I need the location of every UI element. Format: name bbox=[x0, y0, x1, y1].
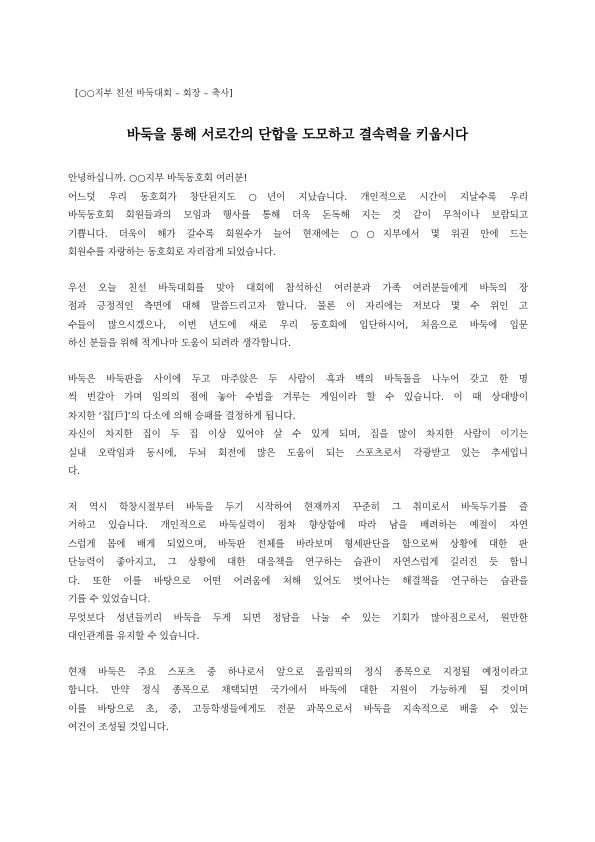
text-line: 하신 분들을 위해 적게나마 도움이 되려라 생각합니다. bbox=[68, 338, 292, 349]
paragraph bbox=[68, 280, 528, 354]
text-line: 저 역시 학창시절부터 바둑을 두기 시작하여 현재까지 꾸준히 그 취미로서 바둑두기를 즐 bbox=[68, 501, 528, 513]
text-line: 이를 바탕으로 초, 중, 고등학생들에게도 전문 과목으로서 바둑을 지속적으로 배울 수 있는 bbox=[68, 703, 528, 715]
text-line: 스럽게 몸에 배게 되었으며, 바둑판 전체를 바라보며 형세판단을 함으로써 상황에 대한 판 bbox=[68, 538, 528, 550]
paragraph bbox=[68, 664, 528, 738]
text-line: 자신이 차지한 집이 두 집 이상 있어야 살 수 있게 되며, 집을 많이 차지한 사람이 이기는 bbox=[68, 429, 528, 440]
text-line: 무엇보다 성년들끼리 바둑을 두게 되면 정담을 나눌 수 있는 기회가 많아짐으로서, 원만한 bbox=[68, 612, 528, 624]
text-line: 수들이 많으시겠으나, 이번 년도에 새로 우리 동호회에 입단하시어, 처음으로 바둑에 입문 bbox=[68, 319, 528, 331]
text-line: 실내 오락임과 동시에, 두뇌 회전에 많은 도움이 되는 스포츠로서 각광받고 있는 추세입니 bbox=[68, 447, 528, 459]
text-line: 단능력이 좋아지고, 그 상황에 대한 대응책을 연구하는 습관이 자연스럽게 길러진 듯 합니 bbox=[68, 557, 528, 568]
text-line: 거하고 있습니다. 개인적으로 바둑실력이 점차 향상함에 따라 남을 배려하는 예절이 자연 bbox=[68, 520, 528, 531]
text-line: 합니다. 만약 정식 종목으로 채택되면 국가에서 바둑에 대한 지원이 가능하게 될 것이며 bbox=[68, 685, 528, 696]
text-line: 안녕하십니까. ○○지부 바둑동호회 여러분! bbox=[68, 173, 248, 184]
text-line: 점과 긍정적인 측면에 대해 말씀드리고자 합니다. 물론 이 자리에는 저보다 몇 수 위인 고 bbox=[68, 301, 528, 312]
text-line: 다. bbox=[68, 466, 81, 477]
document-header-tag: [○○지부 친선 바둑대회 – 회장 – 축사] bbox=[75, 89, 234, 99]
text-line: 어느덧 우리 동호회가 창단된지도 ○년이 지났습니다. 개인적으로 시간이 지날수록 우리 bbox=[68, 191, 528, 203]
text-line: 여건이 조성될 것입니다. bbox=[68, 722, 169, 733]
text-line: 차지한 ‘집[戶]’의 다소에 의해 승패를 결정하게 됩니다. bbox=[68, 410, 296, 422]
text-line: 기를 수 있었습니다. bbox=[68, 594, 151, 605]
document-title: 바둑을 통해 서로간의 단합을 도모하고 결속력을 키웁시다 bbox=[126, 127, 469, 143]
text-line: 바둑동호회 회원들과의 모임과 행사를 통해 더욱 돈독해 지는 것 같이 무척이나 보람되고 bbox=[68, 210, 528, 221]
paragraph bbox=[68, 371, 528, 482]
document-body bbox=[68, 170, 528, 755]
text-line: 바둑은 바둑판을 사이에 두고 마주앉은 두 사람이 흑과 백의 바둑돌을 나누어 갖고 한 명 bbox=[68, 373, 528, 385]
text-line: 기쁩니다. 더욱이 해가 갈수록 회원수가 늘어 현재에는 ○○지부에서 몇 위권 안에 드는 bbox=[68, 228, 528, 240]
paragraph bbox=[68, 170, 528, 263]
text-line: 대인관계를 유지할 수 있습니다. bbox=[68, 631, 200, 642]
paragraph bbox=[68, 499, 528, 647]
text-line: 현재 바둑은 주요 스포츠 중 하나로서 앞으로 올림픽의 정식 종목으로 지정될 예정이라고 bbox=[68, 666, 528, 678]
text-line: 다. 또한 이를 바탕으로 어떤 어려움에 처해 있어도 벗어나는 해결책을 연구하는 습관을 bbox=[68, 575, 528, 587]
text-line: 우선 오늘 친선 바둑대회를 맞아 대회에 참석하신 여러분과 가족 여러분들에게 바둑의 장 bbox=[68, 282, 528, 294]
text-line: 씩 번갈아 가며 임의의 점에 놓아 수법을 겨루는 게임이라 할 수 있습니다. 이 때 상대방이 bbox=[68, 392, 528, 403]
text-line: 회원수를 자랑하는 동호회로 자리잡게 되었습니다. bbox=[68, 247, 276, 258]
